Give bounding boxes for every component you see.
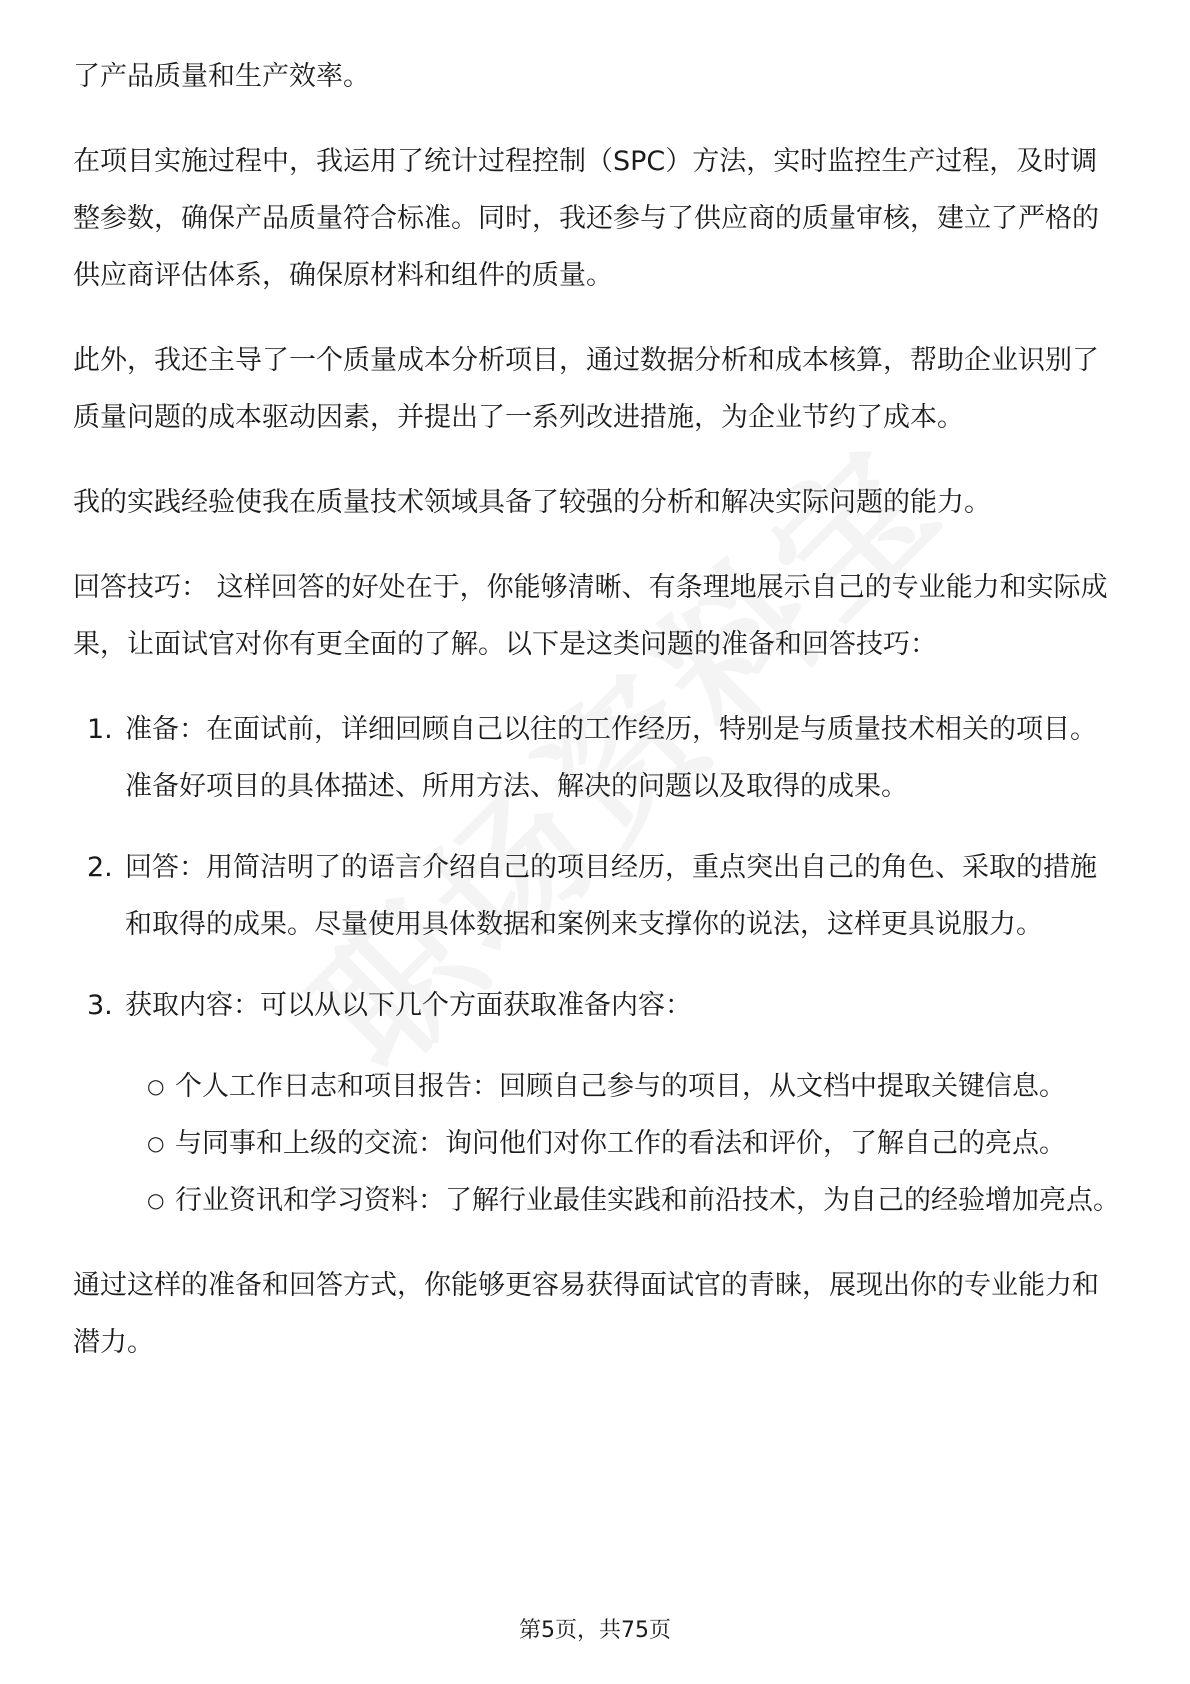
list-number: 1. [87, 714, 113, 745]
tips-list [73, 701, 1123, 1229]
paragraph-answer-tips: 回答技巧： 这样回答的好处在于，你能够清晰、有条理地展示自己的专业能力和实际成果，让面试官对你有更全面的了解。以下是这类问题的准备和回答技巧： [73, 572, 1108, 660]
sub-list-item-text: 与同事和上级的交流：询问他们对你工作的看法和评价，了解自己的亮点。 [175, 1128, 1066, 1159]
page-footer: 第5页，共75页 [519, 1618, 671, 1643]
list-item [73, 977, 1123, 1229]
document-body [73, 48, 1123, 1399]
circle-bullet-icon: ○ [147, 1131, 165, 1155]
paragraph-experience: 我的实践经验使我在质量技术领域具备了较强的分析和解决实际问题的能力。 [73, 487, 991, 518]
paragraph-continuation: 了产品质量和生产效率。 [73, 61, 370, 92]
sub-list-item [125, 1172, 1123, 1229]
circle-bullet-icon: ○ [147, 1188, 165, 1212]
paragraph-cost-analysis: 此外，我还主导了一个质量成本分析项目，通过数据分析和成本核算，帮助企业识别了质量问题的成本驱动因素，并提出了一系列改进措施，为企业节约了成本。 [73, 345, 1099, 433]
list-item-text: 准备：在面试前，详细回顾自己以往的工作经历，特别是与质量技术相关的项目。准备好项目的具体描述、所用方法、解决的问题以及取得的成果。 [125, 714, 1097, 802]
paragraph-spc: 在项目实施过程中，我运用了统计过程控制（SPC）方法，实时监控生产过程，及时调整参数，确保产品质量符合标准。同时，我还参与了供应商的质量审核，建立了严格的供应商评估体系，确保原材料和组件的质量。 [73, 146, 1099, 291]
list-item-text: 获取内容：可以从以下几个方面获取准备内容： [125, 990, 692, 1021]
list-item [73, 839, 1123, 953]
sub-list [125, 1058, 1123, 1229]
sub-list-item [125, 1058, 1123, 1115]
list-item [73, 701, 1123, 815]
list-item-text: 回答：用简洁明了的语言介绍自己的项目经历，重点突出自己的角色、采取的措施和取得的成果。尽量使用具体数据和案例来支撑你的说法，这样更具说服力。 [125, 852, 1097, 940]
sub-list-item-text: 行业资讯和学习资料：了解行业最佳实践和前沿技术，为自己的经验增加亮点。 [175, 1185, 1120, 1216]
circle-bullet-icon: ○ [147, 1074, 165, 1098]
sub-list-item-text: 个人工作日志和项目报告：回顾自己参与的项目，从文档中提取关键信息。 [175, 1071, 1066, 1102]
paragraph-closing: 通过这样的准备和回答方式，你能够更容易获得面试官的青睐，展现出你的专业能力和潜力。 [73, 1270, 1099, 1358]
list-number: 3. [87, 990, 113, 1021]
sub-list-item [125, 1115, 1123, 1172]
list-number: 2. [87, 852, 113, 883]
